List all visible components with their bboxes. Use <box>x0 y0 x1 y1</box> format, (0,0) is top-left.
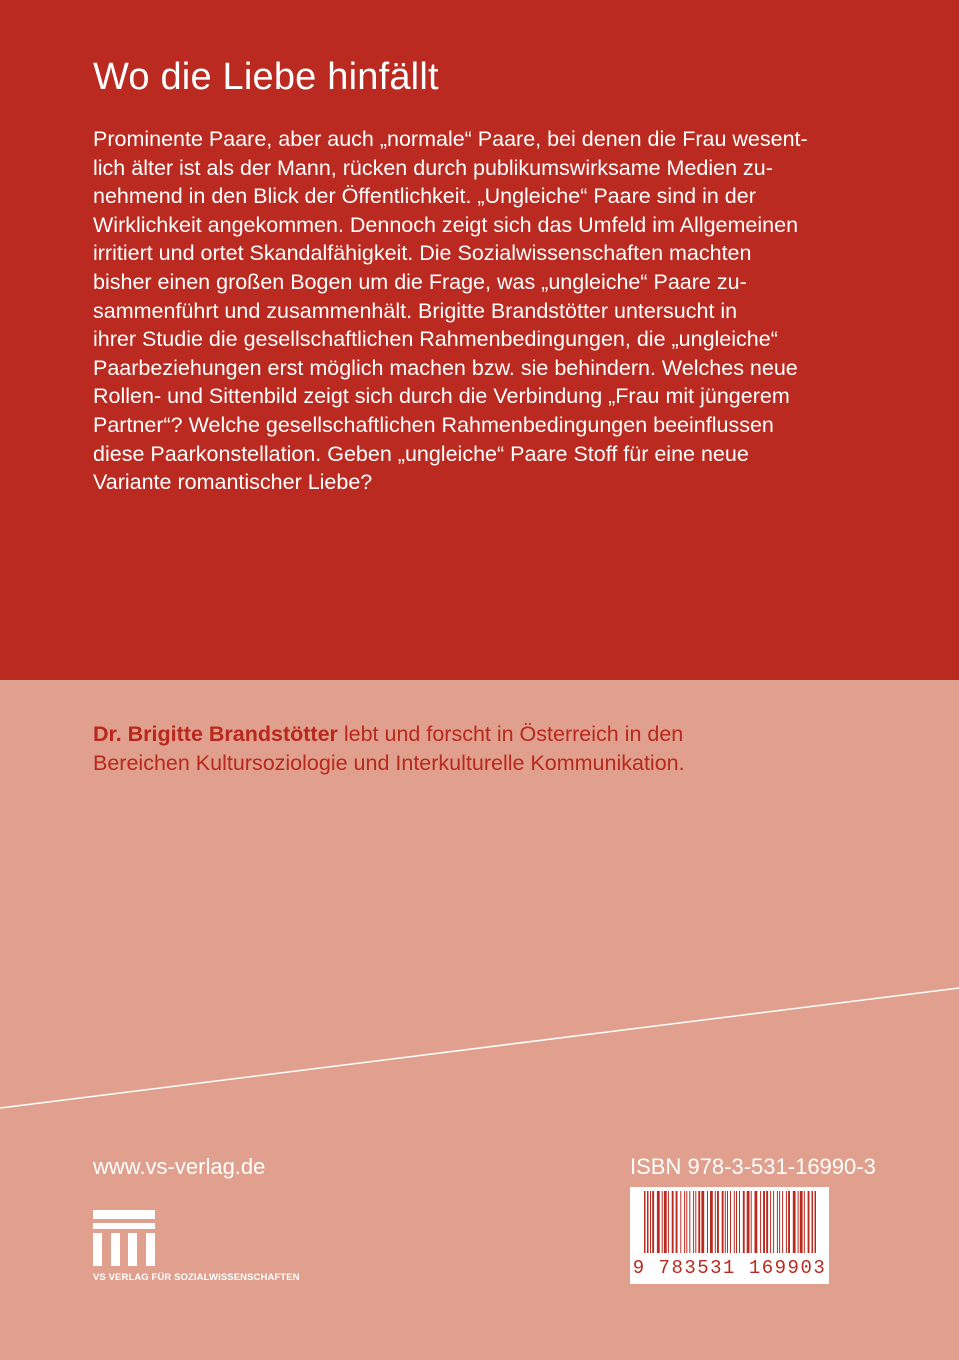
bio-line-2: Bereichen Kultursoziologie und Interkulturelle Kommunikation. <box>93 751 685 775</box>
barcode-bar <box>662 1191 663 1255</box>
barcode-bar <box>676 1191 678 1255</box>
barcode-bar <box>782 1191 783 1255</box>
barcode-bar <box>707 1191 708 1255</box>
barcode <box>630 1187 829 1284</box>
barcode-bar <box>760 1191 761 1255</box>
barcode-bar <box>766 1191 768 1255</box>
barcode-bar <box>786 1191 787 1255</box>
barcode-bar <box>668 1191 669 1255</box>
barcode-digits: 9 783531 169903 <box>630 1253 829 1283</box>
blurb-line: lich älter ist als der Mann, rücken durch publikumswirksame Medien zu- <box>93 155 773 180</box>
barcode-bar <box>743 1191 745 1255</box>
barcode-bar <box>715 1191 716 1255</box>
barcode-bar <box>804 1191 805 1255</box>
blurb-line: Prominente Paare, aber auch „normale“ Paare, bei denen die Frau wesent- <box>93 127 808 151</box>
blurb-line: ihrer Studie die gesellschaftlichen Rahmenbedingungen, die „ungleiche“ <box>93 327 778 352</box>
blurb-line: Paarbeziehungen erst möglich machen bzw. sie behindern. Welches neue <box>93 355 798 380</box>
book-blurb <box>93 125 833 497</box>
barcode-bar <box>788 1191 790 1255</box>
barcode-bar <box>751 1191 752 1255</box>
barcode-bar <box>777 1191 778 1255</box>
barcode-bar <box>657 1191 660 1255</box>
barcode-bar <box>770 1191 771 1255</box>
publisher-website: www.vs-verlag.de <box>93 1154 266 1179</box>
barcode-bar <box>672 1191 674 1255</box>
barcode-bar <box>734 1191 735 1255</box>
publisher-name: VS VERLAG FÜR SOZIALWISSENSCHAFTEN <box>93 1272 300 1283</box>
bio-line-1 <box>93 720 893 749</box>
barcode-bar <box>808 1191 810 1255</box>
barcode-bar <box>680 1191 681 1255</box>
blurb-line: bisher einen großen Bogen um die Frage, was „ungleiche“ Paare zu- <box>93 269 747 294</box>
blurb-line: diese Paarkonstellation. Geben „ungleiche“ Paare Stoff für eine neue <box>93 441 749 466</box>
barcode-bar <box>717 1191 719 1255</box>
barcode-bar <box>701 1191 704 1255</box>
publisher-logo-icon <box>93 1210 155 1266</box>
diagonal-divider <box>0 980 959 1110</box>
barcode-bar <box>695 1191 696 1255</box>
barcode-bar <box>739 1191 740 1255</box>
bio-text: lebt und forscht in Österreich in den <box>337 722 684 746</box>
barcode-bar <box>686 1191 687 1255</box>
barcode-bar <box>800 1191 803 1255</box>
barcode-bar <box>798 1191 799 1255</box>
barcode-bar <box>779 1191 780 1255</box>
barcode-bar <box>689 1191 690 1255</box>
blurb-line: nehmend in den Blick der Öffentlichkeit. „Ungleiche“ Paare sind in der <box>93 184 756 209</box>
author-name: Dr. Brigitte Brandstötter <box>93 722 338 746</box>
barcode-bar <box>684 1191 685 1255</box>
blurb-line: Wirklichkeit angekommen. Dennoch zeigt sich das Umfeld im Allgemeinen <box>93 212 799 237</box>
author-bio <box>93 720 893 778</box>
blurb-line: Rollen- und Sittenbild zeigt sich durch die Verbindung „Frau mit jüngerem <box>93 384 790 409</box>
barcode-bar <box>722 1191 724 1255</box>
barcode-bar <box>793 1191 796 1255</box>
barcode-bar <box>763 1191 765 1255</box>
isbn-label: ISBN 978-3-531-16990-3 <box>630 1154 876 1179</box>
barcode-bar <box>747 1191 750 1255</box>
blurb-line: irritiert und ortet Skandalfähigkeit. Die Sozialwissenschaften machten <box>93 241 752 266</box>
barcode-bar <box>725 1191 726 1255</box>
barcode-bar <box>652 1191 654 1255</box>
barcode-bar <box>736 1191 737 1255</box>
blurb-line: Partner“? Welche gesellschaftlichen Rahmenbedingungen beeinflussen <box>93 412 774 437</box>
barcode-bar <box>755 1191 758 1255</box>
blurb-line: Variante romantischer Liebe? <box>93 470 373 495</box>
barcode-bar <box>693 1191 694 1255</box>
barcode-bar <box>727 1191 728 1255</box>
barcode-bar <box>650 1191 651 1255</box>
barcode-bar <box>698 1191 700 1255</box>
barcode-bar <box>664 1191 667 1255</box>
barcode-bar <box>773 1191 774 1255</box>
barcode-bar <box>710 1191 713 1255</box>
book-title: Wo die Liebe hinfällt <box>93 56 439 98</box>
blurb-line: sammenführt und zusammenhält. Brigitte Brandstötter untersucht in <box>93 298 738 323</box>
